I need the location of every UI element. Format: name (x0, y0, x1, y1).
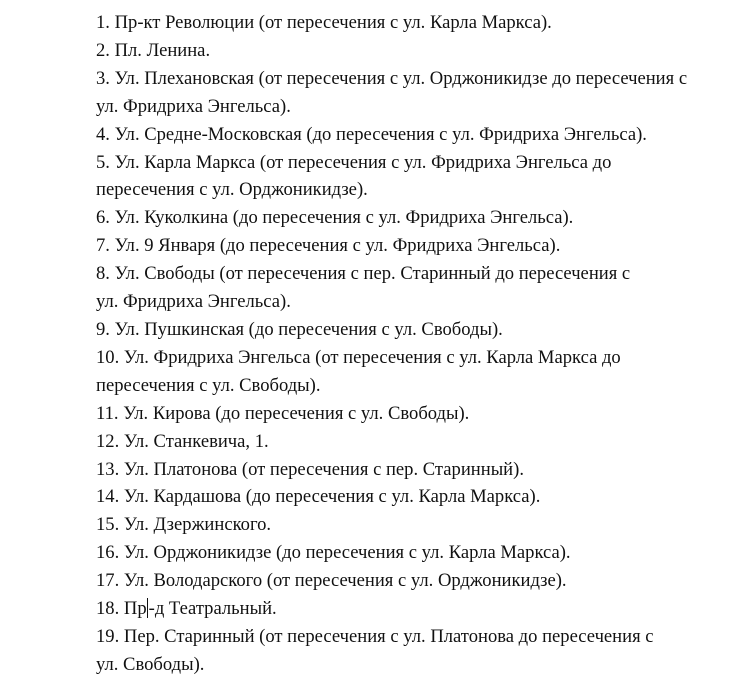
list-item-line[interactable]: 7. Ул. 9 Января (до пересечения с ул. Фридриха Энгельса). (96, 235, 561, 257)
list-item-line[interactable]: 13. Ул. Платонова (от пересечения с пер. Старинный). (96, 458, 524, 480)
list-item (96, 400, 706, 428)
text-before-caret: 18. Пр (96, 598, 147, 620)
list-item-line[interactable]: 14. Ул. Кардашова (до пересечения с ул. Карла Маркса). (96, 486, 541, 508)
list-item (96, 9, 706, 37)
street-list (96, 9, 706, 679)
list-item-line[interactable]: 9. Ул. Пушкинская (до пересечения с ул. Свободы). (96, 318, 503, 340)
list-item-line[interactable]: пересечения с ул. Свободы). (96, 374, 321, 396)
list-item (96, 539, 706, 567)
list-item-line[interactable]: 8. Ул. Свободы (от пересечения с пер. Старинный до пересечения с (96, 263, 631, 285)
list-item (96, 121, 706, 149)
list-item-line[interactable]: 10. Ул. Фридриха Энгельса (от пересечения с ул. Карла Маркса до (96, 346, 621, 368)
list-item-line[interactable]: 12. Ул. Станкевича, 1. (96, 430, 269, 452)
list-item (96, 567, 706, 595)
list-item-line[interactable]: 19. Пер. Старинный (от пересечения с ул. Платонова до пересечения с (96, 625, 654, 647)
list-item (96, 65, 706, 121)
list-item-line[interactable]: 15. Ул. Дзержинского. (96, 514, 272, 536)
list-item-line[interactable]: ул. Фридриха Энгельса). (96, 95, 291, 117)
list-item-line[interactable]: 3. Ул. Плехановская (от пересечения с ул. Орджоникидзе до пересечения с (96, 67, 688, 89)
list-item-line[interactable]: 6. Ул. Куколкина (до пересечения с ул. Фридриха Энгельса). (96, 207, 574, 229)
list-item-line[interactable]: 11. Ул. Кирова (до пересечения с ул. Свободы). (96, 402, 470, 424)
list-item-line[interactable]: 4. Ул. Средне-Московская (до пересечения с ул. Фридриха Энгельса). (96, 123, 647, 145)
list-item (96, 428, 706, 456)
list-item-line[interactable]: 1. Пр-кт Революции (от пересечения с ул. Карла Маркса). (96, 12, 552, 33)
list-item (96, 344, 706, 400)
list-item (96, 483, 706, 511)
list-item (96, 595, 706, 623)
list-item (96, 149, 706, 205)
list-item (96, 232, 706, 260)
list-item (96, 204, 706, 232)
list-item (96, 37, 706, 65)
list-item (96, 316, 706, 344)
list-item (96, 260, 706, 316)
list-item-line[interactable]: ул. Свободы). (96, 653, 205, 675)
list-item-line[interactable]: пересечения с ул. Орджоникидзе). (96, 179, 368, 201)
list-item (96, 456, 706, 484)
list-item-line[interactable]: 5. Ул. Карла Маркса (от пересечения с ул. Фридриха Энгельса до (96, 151, 612, 173)
list-item-line[interactable]: 2. Пл. Ленина. (96, 39, 211, 61)
text-after-caret: -д Театральный. (148, 598, 277, 620)
list-item-line[interactable]: 17. Ул. Володарского (от пересечения с ул. Орджоникидзе). (96, 570, 567, 592)
list-item-line-with-caret[interactable] (96, 595, 706, 623)
list-item (96, 623, 706, 679)
list-item-line[interactable]: 16. Ул. Орджоникидзе (до пересечения с ул. Карла Маркса). (96, 542, 571, 564)
list-item-line[interactable]: ул. Фридриха Энгельса). (96, 291, 291, 313)
list-item (96, 511, 706, 539)
